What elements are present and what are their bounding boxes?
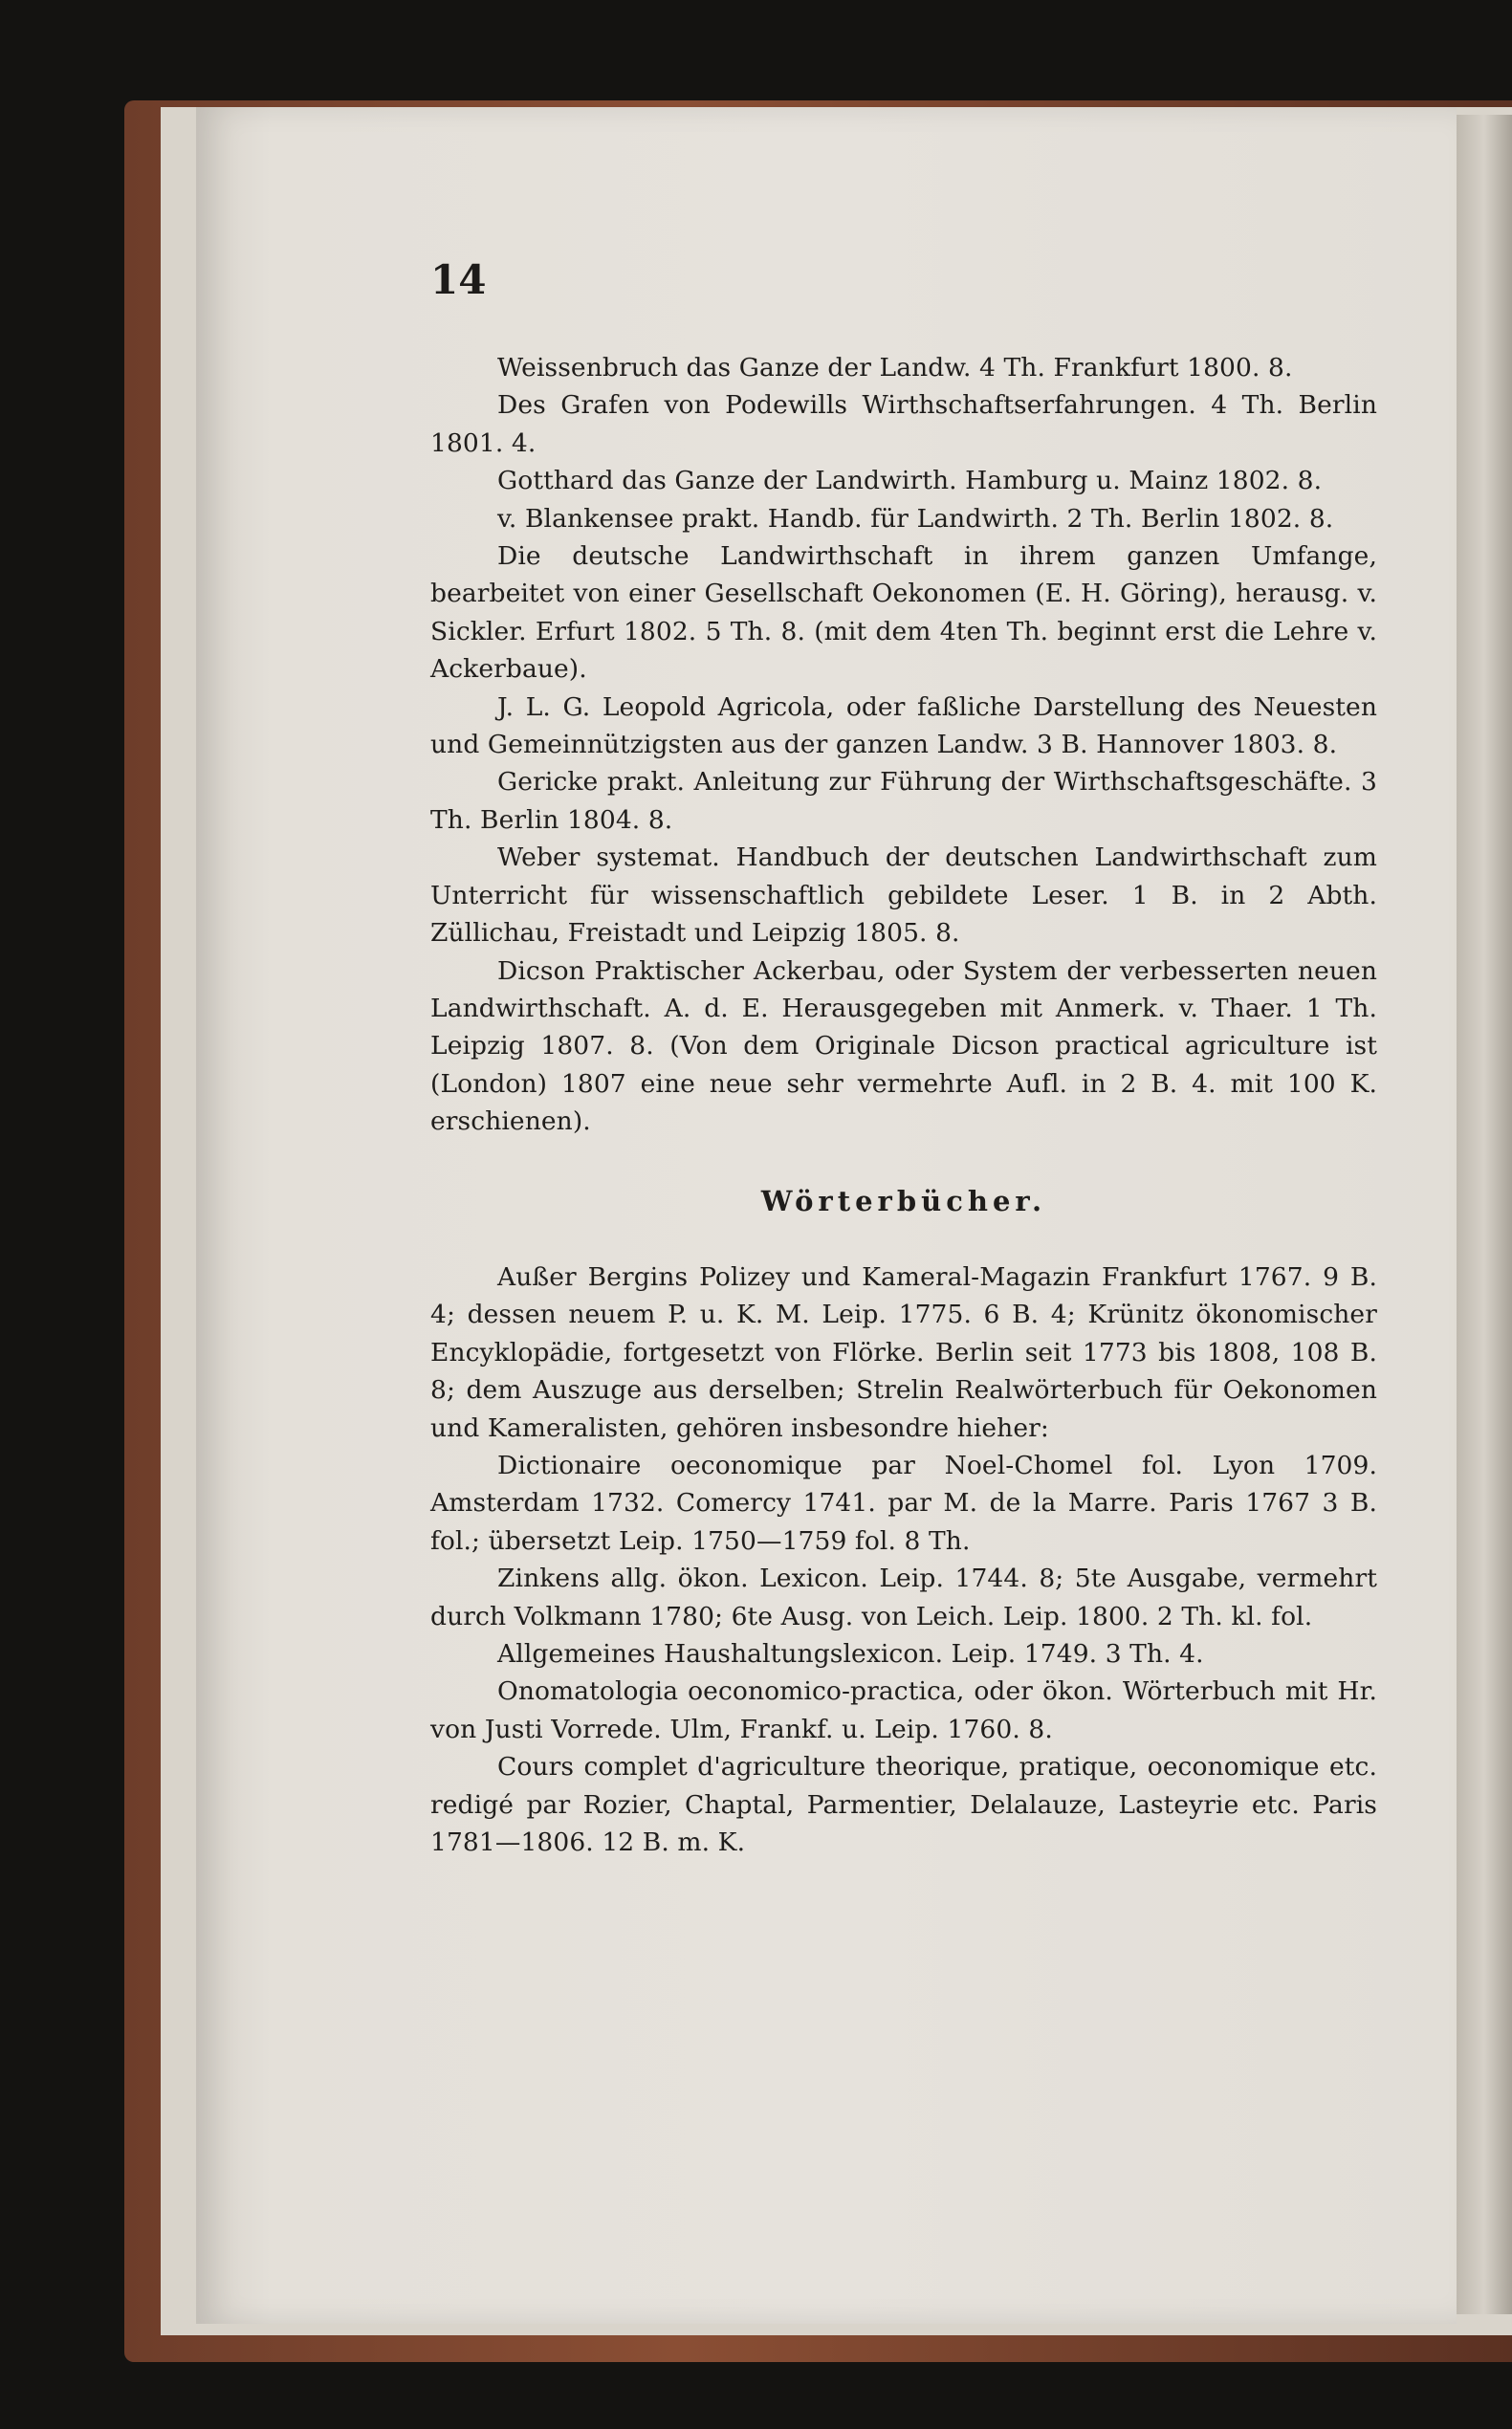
bibliography-entry: Weissenbruch das Ganze der Landw. 4 Th. Frankfurt 1800. 8. [497,353,1293,383]
bibliography-entry: Weber systemat. Handbuch der deutschen Landwirthschaft zum Unterricht für wissenschaftlich gebildete Leser. 1 B. in 2 Abth. Züllichau, Freistadt und Leipzig 1805. 8. [430,842,1377,949]
bibliography-entry: Dicson Praktischer Ackerbau, oder System der verbesserten neuen Landwirthschaft. A. d. E. Herausgegeben mit Anmerk. v. Thaer. 1 Th. Leipzig 1807. 8. (Von dem Originale Dicson practical agriculture ist (London) 1807 eine neue sehr vermehrte Aufl. in 2 B. 4. mit 100 K. erschienen). [430,955,1377,1137]
bibliography-entry: Zinkens allg. ökon. Lexicon. Leip. 1744. 8; 5te Ausgabe, vermehrt durch Volkmann 1780; 6te Ausg. von Leich. Leip. 1800. 2 Th. kl. fol. [430,1564,1377,1631]
bibliography-entry: Außer Bergins Polizey und Kameral-Magazin Frankfurt 1767. 9 B. 4; dessen neuem P. u. K. M. Leip. 1775. 6 B. 4; Krünitz ökonomischer Encyklopädie, fortgesetzt von Flörke. Berlin seit 1773 bis 1808, 108 B. 8; dem Auszuge aus derselben; Strelin Realwörterbuch für Oekonomen und Kameralisten, gehören insbesondre hieher: [430,1261,1377,1443]
bibliography-entry: Cours complet d'agriculture theorique, pratique, oeconomique etc. redigé par Rozier, Chaptal, Parmentier, Delalauze, Lasteyrie etc. Paris 1781—1806. 12 B. m. K. [430,1752,1377,1858]
bibliography-entry: Onomatologia oeconomico-practica, oder ökon. Wörterbuch mit Hr. von Justi Vorrede. Ulm, Frankf. u. Leip. 1760. 8. [430,1676,1377,1744]
bibliography-entry: Gericke prakt. Anleitung zur Führung der Wirthschaftsgeschäfte. 3 Th. Berlin 1804. 8. [430,767,1377,835]
bibliography-entry: Gotthard das Ganze der Landwirth. Hamburg u. Mainz 1802. 8. [497,466,1323,496]
page-edge-right [1457,115,1512,2314]
bibliography-entry: Die deutsche Landwirthschaft in ihrem ganzen Umfange, bearbeitet von einer Gesellschaft Oekonomen (E. H. Göring), herausg. v. Sickler. Erfurt 1802. 5 Th. 8. (mit dem 4ten Th. beginnt erst die Lehre v. Ackerbaue). [430,541,1377,685]
page-text [430,349,1377,1861]
section-heading: Wörterbücher. [760,1184,1047,1217]
bibliography-entry: Des Grafen von Podewills Wirthschaftserfahrungen. 4 Th. Berlin 1801. 4. [430,390,1377,458]
page-number: 14 [430,256,487,303]
bibliography-entry: J. L. G. Leopold Agricola, oder faßliche Darstellung des Neuesten und Gemeinnützigsten aus der ganzen Landw. 3 B. Hannover 1803. 8. [430,691,1377,760]
bibliography-entry: Dictionaire oeconomique par Noel-Chomel fol. Lyon 1709. Amsterdam 1732. Comercy 1741. par M. de la Marre. Paris 1767 3 B. fol.; übersetzt Leip. 1750—1759 fol. 8 Th. [430,1450,1377,1556]
bibliography-entry: Allgemeines Haushaltungslexicon. Leip. 1749. 3 Th. 4. [497,1639,1204,1669]
bibliography-entry: v. Blankensee prakt. Handb. für Landwirth. 2 Th. Berlin 1802. 8. [497,503,1334,534]
